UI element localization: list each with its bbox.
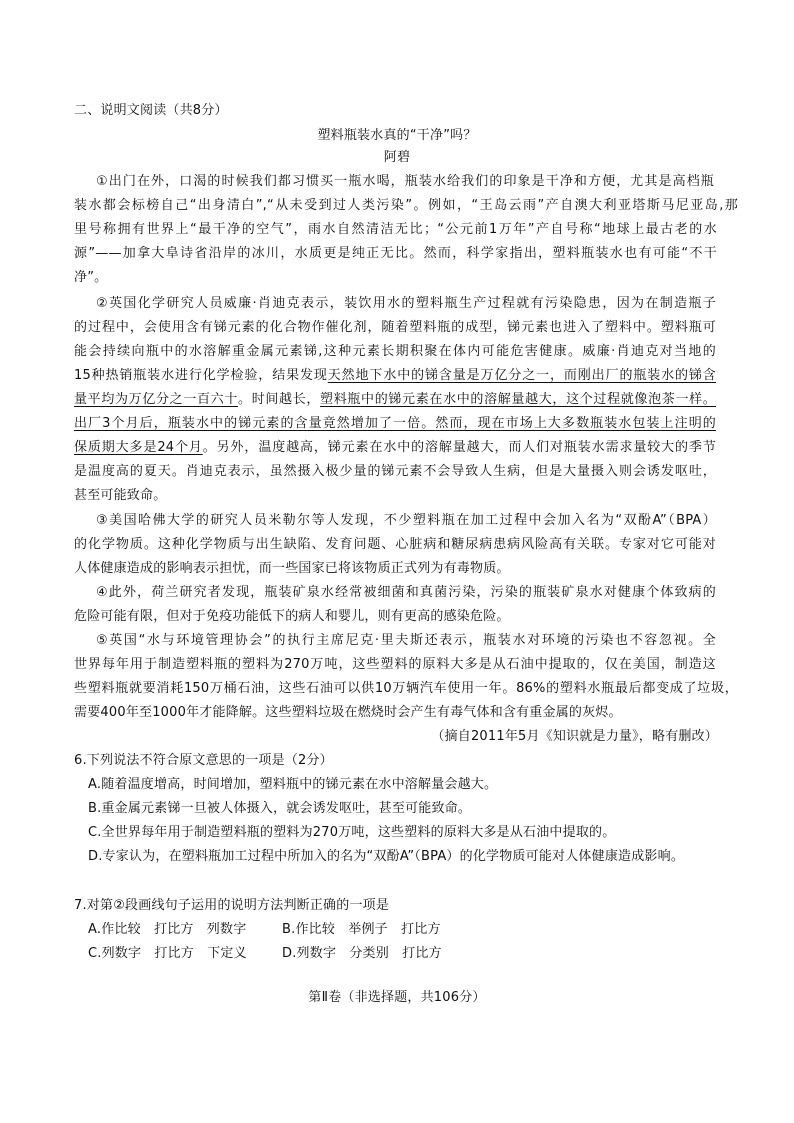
article-title: 塑料瓶装水真的“干净”吗？ xyxy=(317,128,477,143)
part2-heading: 第Ⅱ卷（非选择题，共106分） xyxy=(308,990,486,1005)
p1-line-2: 装水都会标榜自己“出身清白”,“从未受到过人类污染”。例如，“王岛云雨”产自澳大利亚塔斯马尼亚岛,那 xyxy=(74,198,738,213)
p2-line-4 xyxy=(74,366,716,388)
p2-line-7 xyxy=(74,438,716,460)
article-author: 阿碧 xyxy=(383,150,411,165)
q6-option-a: A.随着温度增高，时间增加，塑料瓶中的锑元素在水中溶解量会越大。 xyxy=(88,777,498,792)
p4-line-2: 危险可能有限，但对于免疫功能低下的病人和婴儿，则有更高的感染危险。 xyxy=(74,609,510,624)
p2-line-4-plain: 15种热销瓶装水进行化学检验，结果发现 xyxy=(74,368,328,383)
q6-option-c: C.全世界每年用于制造塑料瓶的塑料为270万吨，这些塑料的原料大多是从石油中提取的。 xyxy=(88,825,616,840)
p3-line-1: ③美国哈佛大学的研究人员米勒尔等人发现，不少塑料瓶在加工过程中会加入名为“双酚A”（BPA） xyxy=(96,513,716,528)
p5-line-3: 些塑料瓶就要消耗150万桶石油，这些石油可以供10万辆汽车使用一年。86%的塑料水瓶最后都变成了垃圾， xyxy=(74,681,738,696)
p3-line-3: 人体健康造成的影响表示担忧，而一些国家已将该物质正式列为有毒物质。 xyxy=(74,561,510,576)
article-source: （摘自2011年5月《知识就是力量》，略有删改） xyxy=(431,729,718,744)
p3-line-2: 的化学物质。这种化学物质与出生缺陷、发育问题、心脏病和糖尿病患病风险高有关联。专家对它可能对 xyxy=(74,537,716,552)
q6-option-b: B.重金属元素锑一旦被人体摄入，就会诱发呕吐，甚至可能致命。 xyxy=(88,801,472,816)
p1-line-5: 净”。 xyxy=(74,270,108,285)
underlined-sentence-3b: 保质期大多是24个月 xyxy=(74,440,203,455)
section-heading: 二、说明文阅读（共8分） xyxy=(74,103,228,118)
p2-line-5 xyxy=(74,390,716,412)
underlined-sentence-2b: 出厂3个月后，瓶装水中的锑元素的含量竟然增加了一倍。 xyxy=(74,416,436,431)
p1-line-1: ①出门在外，口渴的时候我们都习惯买一瓶水喝，瓶装水给我们的印象是干净和方便，尤其是高档瓶 xyxy=(96,174,714,189)
underlined-sentence-3a: 然而，现在市场上大多数瓶装水包装上注明的 xyxy=(435,416,716,431)
q7-option-b: B.作比较 举例子 打比方 xyxy=(282,922,441,937)
q7-stem: 7.对第②段画线句子运用的说明方法判断正确的一项是 xyxy=(74,898,390,913)
p5-line-2: 世界每年用于制造塑料瓶的塑料为270万吨，这些塑料的原料大多是从石油中提取的，仅在美国，制造这 xyxy=(74,657,716,672)
p2-line-8: 是温度高的夏天。肖迪克表示，虽然摄入极少量的锑元素不会导致人生病，但是大量摄入则会诱发呕吐， xyxy=(74,464,716,479)
q7-option-d: D.列数字 分类别 打比方 xyxy=(282,946,442,961)
p2-line-3: 能会持续向瓶中的水溶解重金属元素锑,这种元素长期积聚在体内可能危害健康。威廉·肖迪克对当地的 xyxy=(74,344,716,359)
p2-line-1: ②英国化学研究人员威廉·肖迪克表示，装饮用水的塑料瓶生产过程就有污染隐患，因为在制造瓶子 xyxy=(96,296,716,311)
p4-line-1: ④此外，荷兰研究者发现，瓶装矿泉水经常被细菌和真菌污染，污染的瓶装矿泉水对健康个体致病的 xyxy=(96,585,716,600)
p1-line-3: 里号称拥有世界上“最干净的空气”，雨水自然清洁无比；“公元前1万年”产自号称“地球上最古老的水 xyxy=(74,222,717,237)
q7-option-c: C.列数字 打比方 下定义 xyxy=(88,946,247,961)
q7-option-a: A.作比较 打比方 列数字 xyxy=(88,922,247,937)
underlined-sentence-1a: 天然地下水中的锑含量是万亿分之一，而刚出厂的瓶装水的锑含 xyxy=(327,368,716,383)
q6-stem: 6.下列说法不符合原文意思的一项是（2分） xyxy=(74,753,333,768)
p2-line-5-plain: 。时间越长， xyxy=(238,392,321,407)
p5-line-4: 需要400年至1000年才能降解。这些塑料垃圾在燃烧时会产生有毒气体和含有重金属的灰烬。 xyxy=(74,705,622,720)
p5-line-1: ⑤英国“水与环境管理协会”的执行主席尼克·里夫斯还表示，瓶装水对环境的污染也不容忽视。全 xyxy=(96,633,716,648)
p1-line-4: 源”——加拿大阜诗省沿岸的冰川，水质更是纯正无比。然而，科学家指出，塑料瓶装水也有可能“不干 xyxy=(74,246,717,261)
p2-line-2: 的过程中，会使用含有锑元素的化合物作催化剂，随着塑料瓶的成型，锑元素也进入了塑料中。塑料瓶可 xyxy=(74,320,716,335)
q6-option-d: D.专家认为，在塑料瓶加工过程中所加入的名为“双酚A”（BPA）的化学物质可能对人体健康造成影响。 xyxy=(88,849,685,864)
p2-line-9: 甚至可能致命。 xyxy=(74,488,167,503)
underlined-sentence-2a: 塑料瓶中的锑元素在水中的溶解量越大，这个过程就像泡茶一样。 xyxy=(320,392,716,407)
p2-line-7-plain: 。另外，温度越高，锑元素在水中的溶解量越大，而人们对瓶装水需求量较大的季节 xyxy=(202,440,717,455)
p2-line-6 xyxy=(74,414,716,436)
underlined-sentence-1b: 量平均为万亿分之一百六十 xyxy=(74,392,239,407)
